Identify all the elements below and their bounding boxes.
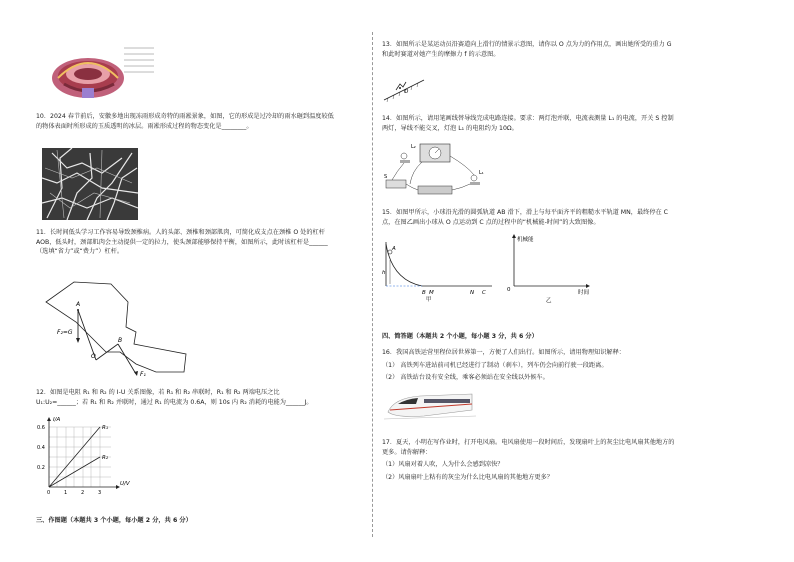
q17-item2: （2）风扇扇叶上粘有的灰尘为什么比电风扇的其他地方更多？ <box>382 473 553 481</box>
section3-heading: 三、作图题（本题共 3 个小题，每小题 2 分，共 6 分） <box>36 517 192 524</box>
graph-ytick-0: 0.6 <box>37 425 45 431</box>
graph-xlabel: U/V <box>120 481 130 487</box>
iu-graph <box>36 415 136 497</box>
graph-r1-label: R₁ <box>102 425 109 431</box>
q12-text <box>36 388 366 407</box>
q13-line1: 13．如图所示是某运动员沿赛道向上滑行的情景示意图，请你以 O 点为力的作用点，画出她所受的重力 G <box>382 41 672 48</box>
q17-item1: （1）风扇对着人吹，人为什么会感到凉快？ <box>382 461 504 468</box>
q10-line1: 10．2024 春节前后，安徽多地出现冻雨形成奇特的雨凇景象，如图，它的形成是过冷却的雨水砸到温度较低 <box>36 113 334 120</box>
track-label-m: M <box>429 290 434 296</box>
q11-line2: AOB，低头时，颈部肌肉会主动提供一定的拉力，使头颈部能够保持平衡，如图所示，此时该杠杆是______ <box>36 238 328 246</box>
q14-line2: 两灯，导线不能交叉，灯泡 L₁ 的电阻约为 10Ω。 <box>382 124 518 132</box>
right-column <box>382 0 762 562</box>
lever-label-a: A <box>76 301 81 308</box>
q12-line1: 12．如图是电阻 R₁ 和 R₂ 的 I-U 关系图像，若 R₁ 和 R₂ 串联时，R₁ 和 R₂ 两端电压之比 <box>36 389 280 396</box>
lever-label-f2: F₂=G <box>57 329 73 336</box>
q13-line2: 和此时赛道对她产生的摩擦力 f 的示意图。 <box>382 50 500 58</box>
q11-line1: 11．长时间低头学习工作容易导致颈椎病。人的头部、颈椎和颈部肌肉，可简化成支点在颈椎 O 处的杠杆 <box>36 229 325 236</box>
graph-ylabel: I/A <box>53 417 61 423</box>
lever-label-o: O <box>91 353 96 360</box>
q13-text <box>382 40 762 59</box>
track-label-c: C <box>482 290 486 296</box>
q17-line1: 17．夏天，小明在写作业时，打开电风扇。电风扇使用一段时间后，发现扇叶上的灰尘比电风扇其他地方的 <box>382 439 675 446</box>
q12-line2: U₁:U₂=______；若 R₁ 和 R₂ 并联时，通过 R₁ 的电流为 0.6A，则 10s 内 R₂ 消耗的电能为______J。 <box>36 398 313 406</box>
neck-lever-diagram <box>36 272 196 384</box>
energy-time-axes <box>506 232 602 304</box>
q16-text <box>382 348 762 383</box>
q11-line3: （选填“省力”或“费力”）杠杆。 <box>36 248 124 255</box>
q16-item2: （2） 高铁站台设有安全线，乘客必须站在安全线以外候车。 <box>382 374 549 381</box>
column-divider <box>372 32 373 537</box>
track-label-b: B <box>422 290 426 296</box>
q17-line2: 更多。请你解释： <box>382 448 432 456</box>
q16-item1: （1） 高铁列车进站前司机已经进行了制动（刹车），列车仍会向前行驶一段距离。 <box>382 361 608 369</box>
circuit-label-l1: L₁ <box>479 170 484 176</box>
high-speed-train-image <box>384 386 476 422</box>
q10-line2: 的物体表面时所形成的玉质透明的冰层。雨凇形成过程的物态变化是________。 <box>36 122 253 130</box>
q14-text <box>382 114 762 133</box>
track-label-a: A <box>392 246 396 252</box>
track-label-n: N <box>470 290 475 296</box>
q10-text <box>36 112 366 131</box>
energy-label-yi: 乙 <box>546 298 552 304</box>
graph-xtick-1: 1 <box>64 490 68 496</box>
tokamak-image <box>44 38 164 106</box>
graph-xtick-2: 2 <box>81 490 85 496</box>
track-diagram <box>382 236 498 302</box>
graph-xtick-0: 0 <box>47 490 51 496</box>
q14-line1: 14．如图所示，请用笔画线替导线完成电路连接。要求：两灯泡并联，电流表测量 L₁ 的电流，开关 S 控制 <box>382 115 674 122</box>
graph-r2-label: R₂ <box>102 455 109 461</box>
q17-text <box>382 438 762 482</box>
graph-ytick-2: 0.2 <box>37 465 45 471</box>
rime-ice-photo <box>42 148 138 220</box>
lever-label-f1: F₁ <box>140 371 146 378</box>
graph-xtick-3: 3 <box>98 490 102 496</box>
q15-line2: 点，在图乙画出小球从 O 点运动到 C 点的过程中的“机械能-时间”的大致图像。 <box>382 218 600 226</box>
q16-line1: 16．我国高铁运营里程位居世界第一，方便了人们出行。如图所示，请用物理知识解释： <box>382 349 625 356</box>
track-label-h: h <box>382 270 386 276</box>
circuit-label-l2: L₂ <box>411 144 416 150</box>
graph-ytick-1: 0.4 <box>37 445 45 451</box>
ski-slope-diagram <box>382 76 432 104</box>
slope-label-o: O <box>404 89 409 95</box>
energy-xlabel: 时间 <box>578 290 590 296</box>
circuit-label-s: S <box>384 174 388 180</box>
track-label-jia: 甲 <box>426 297 432 302</box>
energy-ylabel: 机械能 <box>517 237 534 243</box>
section4-heading: 四、简答题（本题共 2 个小题，每小题 3 分，共 6 分） <box>382 333 538 340</box>
q15-line1: 15．如图甲所示，小球沿光滑的圆弧轨道 AB 滑下，滑上与每平面齐平的粗糙水平轨道 MN，最终停在 C <box>382 209 669 216</box>
q15-text <box>382 208 762 227</box>
lever-label-b: B <box>118 337 123 344</box>
circuit-diagram <box>382 136 502 202</box>
energy-origin: 0 <box>507 287 511 293</box>
q11-text <box>36 228 366 257</box>
left-column <box>36 0 366 562</box>
